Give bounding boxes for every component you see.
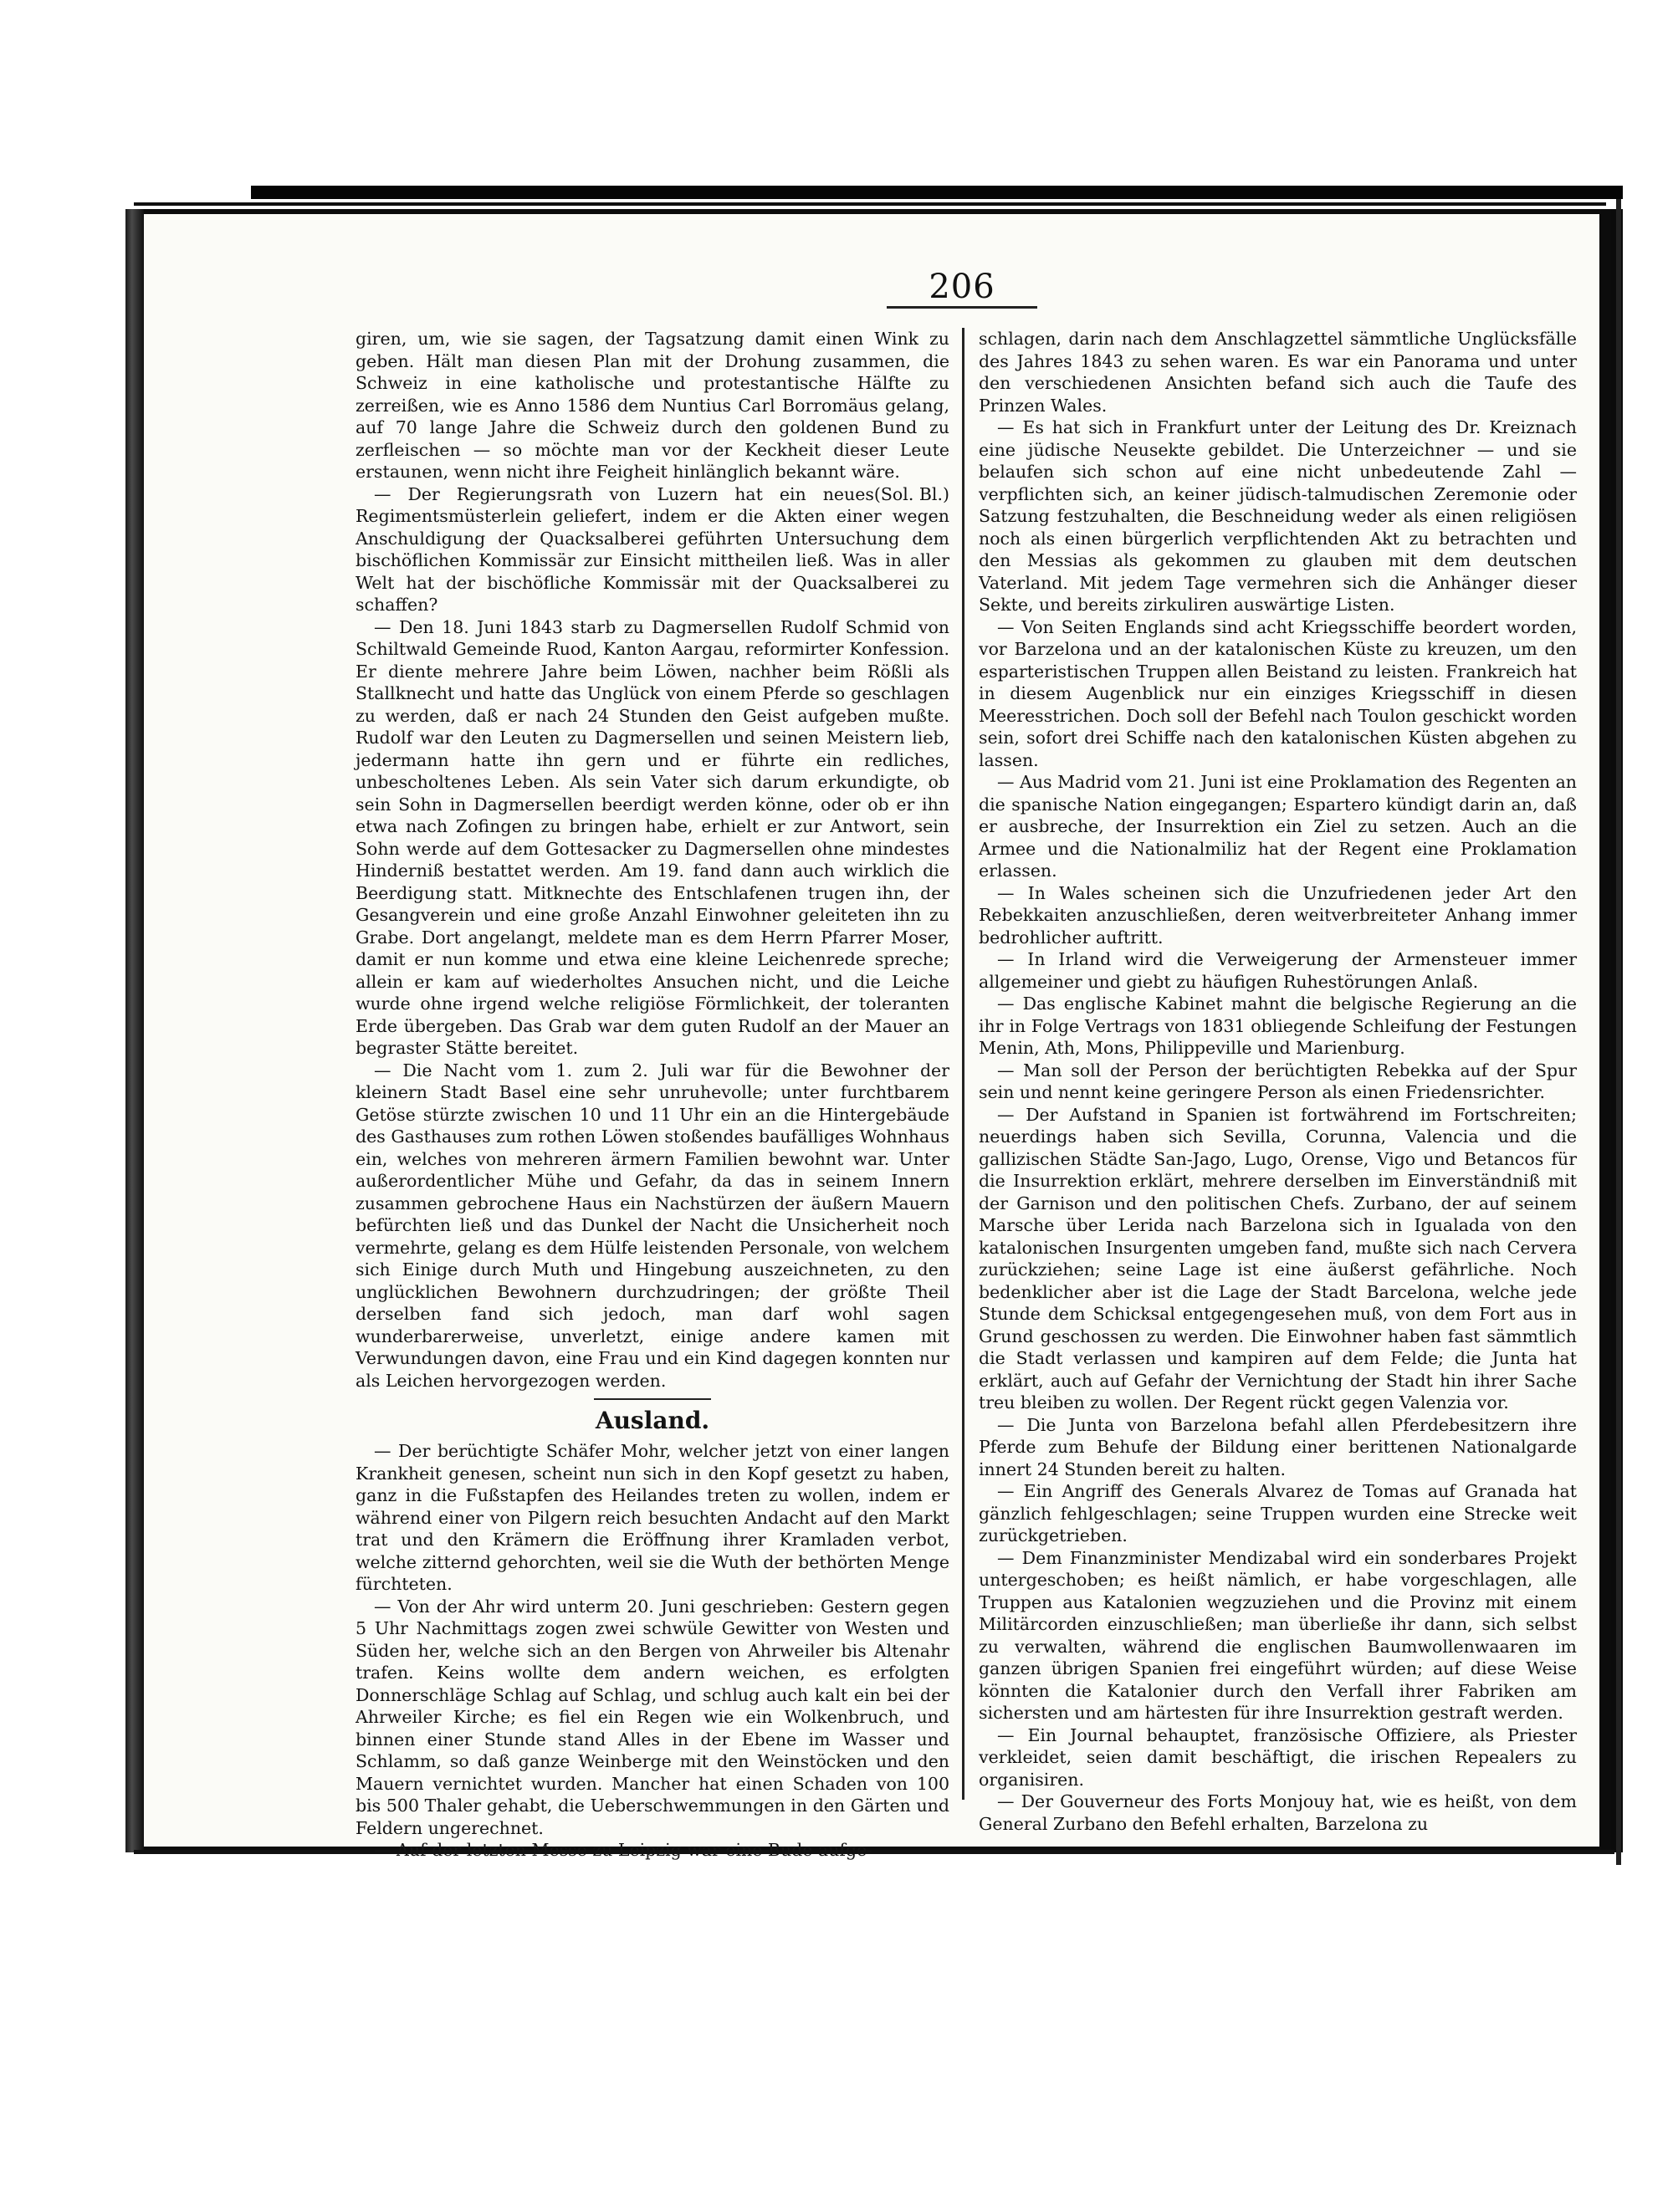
article-paragraph: — Von der Ahr wird unterm 20. Juni geschrieben: Gestern gegen 5 Uhr Nachmittags zogen zwei schwüle Gewitter von Westen und Süden her, welche sich an den Bergen von Ahrweiler bis Altenahr trafen. Keins wollte dem andern weichen, es erfolgten Donnerschläge Schlag auf Schlag, und schlug auch kalt ein bei der Ahrweiler Kirche; es fiel ein Regen wie ein Wolkenbruch, und binnen einer Stunde stand Alles in der Ebene im Wasser und Schlamm, so daß ganze Weinberge mit den Weinstöcken und den Mauern vernichtet wurden. Mancher hat einen Schaden von 100 bis 500 Thaler gehabt, die Ueberschwemmungen in den Gärten und Feldern ungerechnet. xyxy=(356,1596,949,1838)
page-right-edge xyxy=(1599,209,1611,1852)
article-paragraph: schlagen, darin nach dem Anschlagzettel sämmtliche Unglücksfälle des Jahres 1843 zu sehen waren. Es war ein Panorama und unter den verschiedenen Ansichten befand sich auch die Taufe des Prinzen Wales. xyxy=(979,329,1577,416)
article-paragraph: — Der Regierungsrath von Luzern hat ein neues Regimentsmüsterlein geliefert, indem er die Akten einer wegen Anschuldigung der Quacksalberei geführten Untersuchung dem bischöflichen Kommissär zur Einsicht mittheilen ließ. Was in aller Welt hat der bischöfliche Kommissär mit der Quacksalberei zu schaffen? xyxy=(356,483,949,615)
article-paragraph: — In Wales scheinen sich die Unzufriedenen jeder Art den Rebekkaiten anzuschließen, deren weitverbreiteter Anhang immer bedrohlicher auftritt. xyxy=(979,882,1577,948)
article-paragraph: giren, um, wie sie sagen, der Tagsatzung damit einen Wink zu geben. Hält man diesen Plan mit der Drohung zusammen, die Schweiz in eine katholische und protestantische Hälfte zu zerreißen, wie es Anno 1586 dem Nuntius Carl Borromäus gelang, auf 70 lange Jahre die Schweiz durch den goldenen Bund zu zerfleischen — so möchte man vor der Keckheit dieser Leute erstaunen, wenn nicht ihre Feigheit hinlänglich bekannt wäre. (Sol. Bl.) xyxy=(356,329,949,504)
article-paragraph: — Die Junta von Barzelona befahl allen Pferdebesitzern ihre Pferde zum Behufe der Bildung einer berittenen Nationalgarde innert 24 Stunden bereit zu halten. xyxy=(979,1414,1577,1479)
page-number-underline xyxy=(887,306,1037,309)
right-column xyxy=(979,328,1577,1835)
article-paragraph: — Das englische Kabinet mahnt die belgische Regierung an die ihr in Folge Vertrags von 1831 obliegende Schleifung der Festungen Menin, Ath, Mons, Philippeville und Marienburg. xyxy=(979,994,1577,1058)
left-column xyxy=(356,328,949,1862)
article-paragraph: — Ein Journal behauptet, französische Offiziere, als Priester verkleidet, seien damit beschäftigt, die irischen Repealers zu organisiren. xyxy=(979,1724,1577,1790)
article-paragraph: — Man soll der Person der berüchtigten Rebekka auf der Spur sein und nennt keine geringere Person als einen Friedensrichter. xyxy=(979,1060,1577,1102)
top-page-rule xyxy=(251,186,1623,199)
article-paragraph: — Der Aufstand in Spanien ist fortwährend im Fortschreiten; neuerdings haben sich Sevilla, Corunna, Valencia und die gallizischen Städte San-Jago, Lugo, Orense, Vigo und Betancos für die Insurrektion erklärt, mehrere derselben im Einverständniß mit der Garnison und den politischen Chefs. Zurbano, der auf seinem Marsche über Lerida nach Barzelona sich in Igualada von den katalonischen Insurgenten umgeben fand, mußte sich nach Cervera zurückziehen; seine Lage ist eine äußerst gefährliche. Noch bedenklicher aber ist die Lage der Stadt Barcelona, welche jede Stunde dem Schicksal entgegengesehen muß, von dem Fort aus in Grund geschossen zu werden. Die Einwohner haben fast sämmtlich die Stadt verlassen und kampiren auf dem Felde; die Junta hat erklärt, auch auf Gefahr der Vernichtung der Stadt hin ihrer Sache treu bleiben zu wollen. Der Regent rückt gegen Valenzia vor. xyxy=(979,1104,1577,1413)
page-right-edge-shadow xyxy=(1616,192,1621,1865)
article-paragraph: — Von Seiten Englands sind acht Kriegsschiffe beordert worden, vor Barzelona und an der katalonischen Küste zu kreuzen, um den esparteristischen Truppen allen Beistand zu leisten. Frankreich hat in diesem Augenblick nur ein einziges Kriegsschiff in diesen Meeresstrichen. Doch soll der Befehl nach Toulon geschickt worden sein, sofort drei Schiffe nach den katalonischen Küsten abgehen zu lassen. xyxy=(979,616,1577,770)
top-page-rule-thin xyxy=(134,202,1606,206)
article-paragraph: — Es hat sich in Frankfurt unter der Leitung des Dr. Kreiznach eine jüdische Neusekte gebildet. Die Unterzeichner — und sie belaufen sich schon auf eine nicht unbedeutende Zahl — verpflichten sich, an keiner jüdisch-talmudischen Zeremonie oder Satzung festzuhalten, die Beschneidung weder als einen religiösen noch als einen bürgerlich verpflichtenden Akt zu betrachten und den Messias als gekommen zu glauben mit dem deutschen Vaterland. Mit jedem Tage vermehren sich die Anhänger dieser Sekte, und bereits zirkuliren auswärtige Listen. xyxy=(979,417,1577,615)
article-paragraph: — Die Nacht vom 1. zum 2. Juli war für die Bewohner der kleinern Stadt Basel eine sehr unruhevolle; unter furchtbarem Getöse stürzte zwischen 10 und 11 Uhr ein an die Hintergebäude des Gasthauses zum rothen Löwen stoßendes baufälliges Wohnhaus ein, welches von mehreren ärmern Familien bewohnt war. Unter außerordentlicher Mühe und Gefahr, da das in seinem Innern zusammen gebrochene Haus ein Nachstürzen der äußern Mauern befürchten ließ und das Dunkel der Nacht die Unsicherheit noch vermehrte, gelang es dem Hülfe leistenden Personale, von welchem sich Einige durch Muth und Hingebung auszeichneten, zu den unglücklichen Bewohnern durchzudringen; der größte Theil derselben fand sich jedoch, man darf wohl sagen wunderbarerweise, unverletzt, einige andere kamen mit Verwundungen davon, eine Frau und ein Kind dagegen konnten nur als Leichen hervorgezogen werden. xyxy=(356,1060,949,1391)
article-paragraph: — Auf der letzten Messe zu Leipzig war eine Bude aufge- xyxy=(374,1840,873,1860)
article-paragraph: — Dem Finanzminister Mendizabal wird ein sonderbares Projekt untergeschoben; es heißt nämlich, er habe vorgeschlagen, alle Truppen aus Katalonien wegzuziehen und die Provinz mit einem Militärcorden einzuschließen; man überließe ihr dann, sich selbst zu verwalten, während die englischen Baumwollenwaaren im ganzen übrigen Spanien frei eingeführt würden; auf diese Weise könnten die Katalonier durch den Verfall ihrer Fabriken am sichersten und am härtesten für ihre Insurrektion gestraft werden. xyxy=(979,1547,1577,1723)
article-paragraph: — Ein Angriff des Generals Alvarez de Tomas auf Granada hat gänzlich fehlgeschlagen; seine Truppen wurden eine Strecke weit zurückgetrieben. xyxy=(979,1481,1577,1545)
page-number: 206 xyxy=(929,268,995,306)
article-paragraph: — Den 18. Juni 1843 starb zu Dagmersellen Rudolf Schmid von Schiltwald Gemeinde Ruod, Kanton Aargau, reformirter Konfession. Er diente mehrere Jahre beim Löwen, nachher beim Rößli als Stallknecht und hatte das Unglück von einem Pferde so geschlagen zu werden, daß er nach 24 Stunden den Geist aufgeben mußte. Rudolf war den Leuten zu Dagmersellen und seinen Meistern lieb, jedermann hatte ihn gern und er führte ein redliches, unbescholtenes Leben. Als sein Vater sich darum erkundigte, ob sein Sohn in Dagmersellen beerdigt werden könne, oder ob er ihn etwa nach Zofingen zu bringen habe, erhielt er zur Antwort, sein Sohn werde auf dem Gottesacker zu Dagmersellen ohne mindestes Hinderniß bestattet werden. Am 19. fand dann auch wirklich die Beerdigung statt. Mitknechte des Entschlafenen trugen ihn, der Gesangverein und eine große Anzahl Einwohner geleiteten ihn zu Grabe. Dort angelangt, meldete man es dem Herrn Pfarrer Moser, damit er nun komme und etwa eine kleine Leichenrede spreche; allein er kam auf wiederholtes Ansuchen nicht, und die Leiche wurde ohne irgend welche religiöse Förmlichkeit, der toleranten Erde übergeben. Das Grab war dem guten Rudolf an der Mauer an begraster Stätte bereitet. xyxy=(356,616,949,1058)
section-heading-ausland: Ausland. xyxy=(594,1398,711,1437)
column-divider xyxy=(962,328,964,1800)
book-binding-edge xyxy=(125,209,144,1852)
article-paragraph: — Aus Madrid vom 21. Juni ist eine Proklamation des Regenten an die spanische Nation eingegangen; Espartero kündigt darin an, daß er ausbreche, der Insurrektion ein Ziel zu setzen. Auch an die Armee und die Nationalmiliz hat der Regent eine Proklamation erlassen. xyxy=(979,772,1577,881)
source-citation: (Sol. Bl.) xyxy=(873,483,949,504)
article-paragraph: — Der berüchtigte Schäfer Mohr, welcher jetzt von einer langen Krankheit genesen, scheint nun sich in den Kopf gesetzt zu haben, ganz in die Fußstapfen des Heilandes treten zu wollen, indem er während einer von Pilgern reich besuchten Andacht auf den Markt trat und den Krämern die Eröffnung ihrer Kramladen verbot, welche zitternd gehorchten, weil sie die Wuth der bethörten Menge fürchteten. xyxy=(356,1441,949,1594)
article-paragraph: — In Irland wird die Verweigerung der Armensteuer immer allgemeiner und giebt zu häufigen Ruhestörungen Anlaß. xyxy=(979,949,1577,992)
article-paragraph: — Der Gouverneur des Forts Monjouy hat, wie es heißt, von dem General Zurbano den Befehl erhalten, Barzelona zu xyxy=(979,1791,1577,1834)
